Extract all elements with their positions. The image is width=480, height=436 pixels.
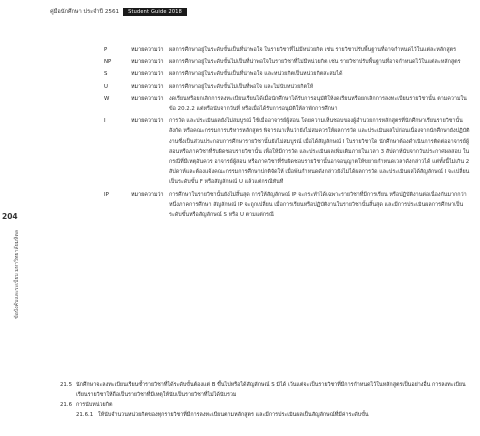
grade-description: ผลการศึกษาอยู่ในระดับขั้นเป็นที่น่าพอใจ ในรายวิชาที่ไม่มีหน่วยกิต เช่น รายวิชาปรับพื้นฐานที่อาจกำหนดไว้ในแต่ละหลักสูตร — [169, 47, 457, 53]
grade-description: การวัด และประเมินผลยังไม่สมบูรณ์ ใช้เมื่ออาจารย์ผู้สอน โดยความเห็นชอบของผู้อำนวยการหลักสูตรที่นักศึกษาเรียนรายวิชานั้นสังกัด หรือคณะกรรมการบริหารหลักสูตร พิจารณาเห็นว่ายังไม่สมควรให้ผลการวัด และประเมินผลไปก่อนเนื่องจากนักศึกษายังปฏิบัติงานซึ่งเป็นส่วนประกอบการศึกษารายวิชานั้นยังไม่สมบูรณ์ เมื่อได้สัญลักษณ์ I ในรายวิชาใด นักศึกษาต้องดำเนินการติดต่ออาจารย์ผู้สอนหรือภาควิชาที่รับผิดชอบรายวิชานั้น เพื่อให้มีการวัด และประเมินผลเพิ่มเติมภายในเวลา 3 สัปดาห์นับจากวันประกาศผลสอบ ในกรณีที่มีเหตุอันควร อาจารย์ผู้สอน หรือภาควิชาที่รับผิดชอบรายวิชานั้นอาจอนุญาตให้ขยายกำหนดเวลาดังกล่าวได้ แต่ทั้งนี้ไม่เกิน 2 สัปดาห์และต้องแจ้งคณะกรรมการศึกษาปกติจัดให้ เมื่อพ้นกำหนดดังกล่าวยังไม่ได้ผลการวัด และประเมินผลได้สัญลักษณ์ I จะเปลี่ยนเป็นระดับขั้น F หรือสัญลักษณ์ U แล้วแต่กรณีทันที — [169, 118, 470, 186]
regulation-sections — [60, 380, 470, 420]
grade-row — [104, 116, 470, 187]
section-number: 21.6 — [60, 402, 73, 408]
grade-description: ผลการศึกษาอยู่ในระดับขั้นไม่เป็นที่น่าพอใจในรายวิชาที่ไม่มีหน่วยกิต เช่น รายวิชาปรับพื้นฐานที่อาจกำหนดไว้ในแต่ละหลักสูตร — [169, 59, 461, 66]
grade-row — [104, 190, 470, 221]
grade-code: I — [104, 118, 106, 125]
section-row — [60, 380, 470, 400]
subsection-row — [76, 410, 470, 420]
grade-row — [104, 94, 470, 114]
grade-row — [104, 57, 470, 67]
page-header — [50, 8, 187, 16]
grade-row — [104, 45, 470, 55]
grade-label: หมายความว่า — [131, 95, 164, 102]
section-text: การนับหน่วยกิต — [76, 402, 113, 408]
grade-code: W — [104, 95, 110, 102]
header-badge: Student Guide 2018 — [123, 8, 187, 16]
page-number: 204 — [2, 212, 18, 221]
grade-code: U — [104, 83, 108, 90]
grade-code: NP — [104, 59, 112, 66]
header-title: คู่มือนักศึกษา ประจำปี 2561 — [50, 9, 120, 15]
grade-description: ผลการศึกษาอยู่ในระดับขั้นไม่เป็นที่พอใจ และไม่นับหน่วยกิตให้ — [169, 83, 314, 90]
grade-definitions — [104, 45, 470, 222]
grade-label: หมายความว่า — [131, 71, 164, 78]
grade-description: ผลการศึกษาอยู่ในระดับขั้นเป็นที่น่าพอใจ และหน่วยกิตเป็นหน่วยกิตสะสมได้ — [169, 71, 343, 78]
subsection-text: ให้นับจำนวนหน่วยกิตของทุกรายวิชาที่มีการลงทะเบียนตามหลักสูตร และมีการประเมินผลเป็นสัญลักษณ์ที่มีค่าระดับขั้น — [98, 412, 369, 418]
grade-row — [104, 82, 470, 92]
grade-label: หมายความว่า — [131, 83, 164, 90]
grade-description: งดเรียนหรือยกเลิกการลงทะเบียนเรียนได้เมื่อนักศึกษาได้รับการอนุมัติให้งดเรียนหรือยกเลิกการลงทะเบียนรายวิชานั้น ตามความในข้อ 20.2.2 แต่หรือนับจากวันที่ หรือเมื่อได้รับการอนุมัติให้ลาพักการศึกษา — [169, 95, 467, 113]
grade-label: หมายความว่า — [131, 47, 164, 53]
grade-label: หมายความว่า — [131, 118, 164, 125]
grade-code: P — [104, 47, 108, 53]
side-caption: ข้อบังคับและระเบียบ มหาวิทยาลัยมหิดล — [14, 230, 20, 319]
grade-code: IP — [104, 191, 109, 198]
grade-label: หมายความว่า — [131, 191, 164, 198]
grade-label: หมายความว่า — [131, 59, 164, 66]
section-number: 21.5 — [60, 382, 73, 388]
subsection-number: 21.6.1 — [76, 412, 94, 418]
grade-row — [104, 69, 470, 79]
grade-code: S — [104, 71, 108, 78]
section-text: นักศึกษาจะลงทะเบียนเรียนซ้ำรายวิชาที่ได้ระดับขั้นต้องแต่ B ขึ้นไปหรือได้สัญลักษณ์ S มิได้ เว้นแต่จะเป็นรายวิชาที่มีการกำหนดไว้ในหลักสูตรเป็นอย่างอื่น การลงทะเบียนเรียนรายวิชาให้ถือเป็นรายวิชาที่มีเหตุให้นับเป็นรายวิชาที่ไม่ได้นับรวม — [76, 382, 466, 398]
section-row — [60, 400, 470, 410]
grade-description: การศึกษาในรายวิชานั้นยังไม่สิ้นสุด การให้สัญลักษณ์ IP จะกระทำได้เฉพาะรายวิชาที่มีการเรียน หรือปฏิบัติงานต่อเนื่องกันมากกว่าหนึ่งภาคการศึกษา สัญลักษณ์ IP จะถูกเปลี่ยน เมื่อการเรียนหรือปฏิบัติงานในรายวิชานั้นสิ้นสุด และมีการประเมินผลการศึกษาเป็นระดับขั้นหรือสัญลักษณ์ S หรือ U ตามแต่กรณี — [169, 191, 467, 219]
